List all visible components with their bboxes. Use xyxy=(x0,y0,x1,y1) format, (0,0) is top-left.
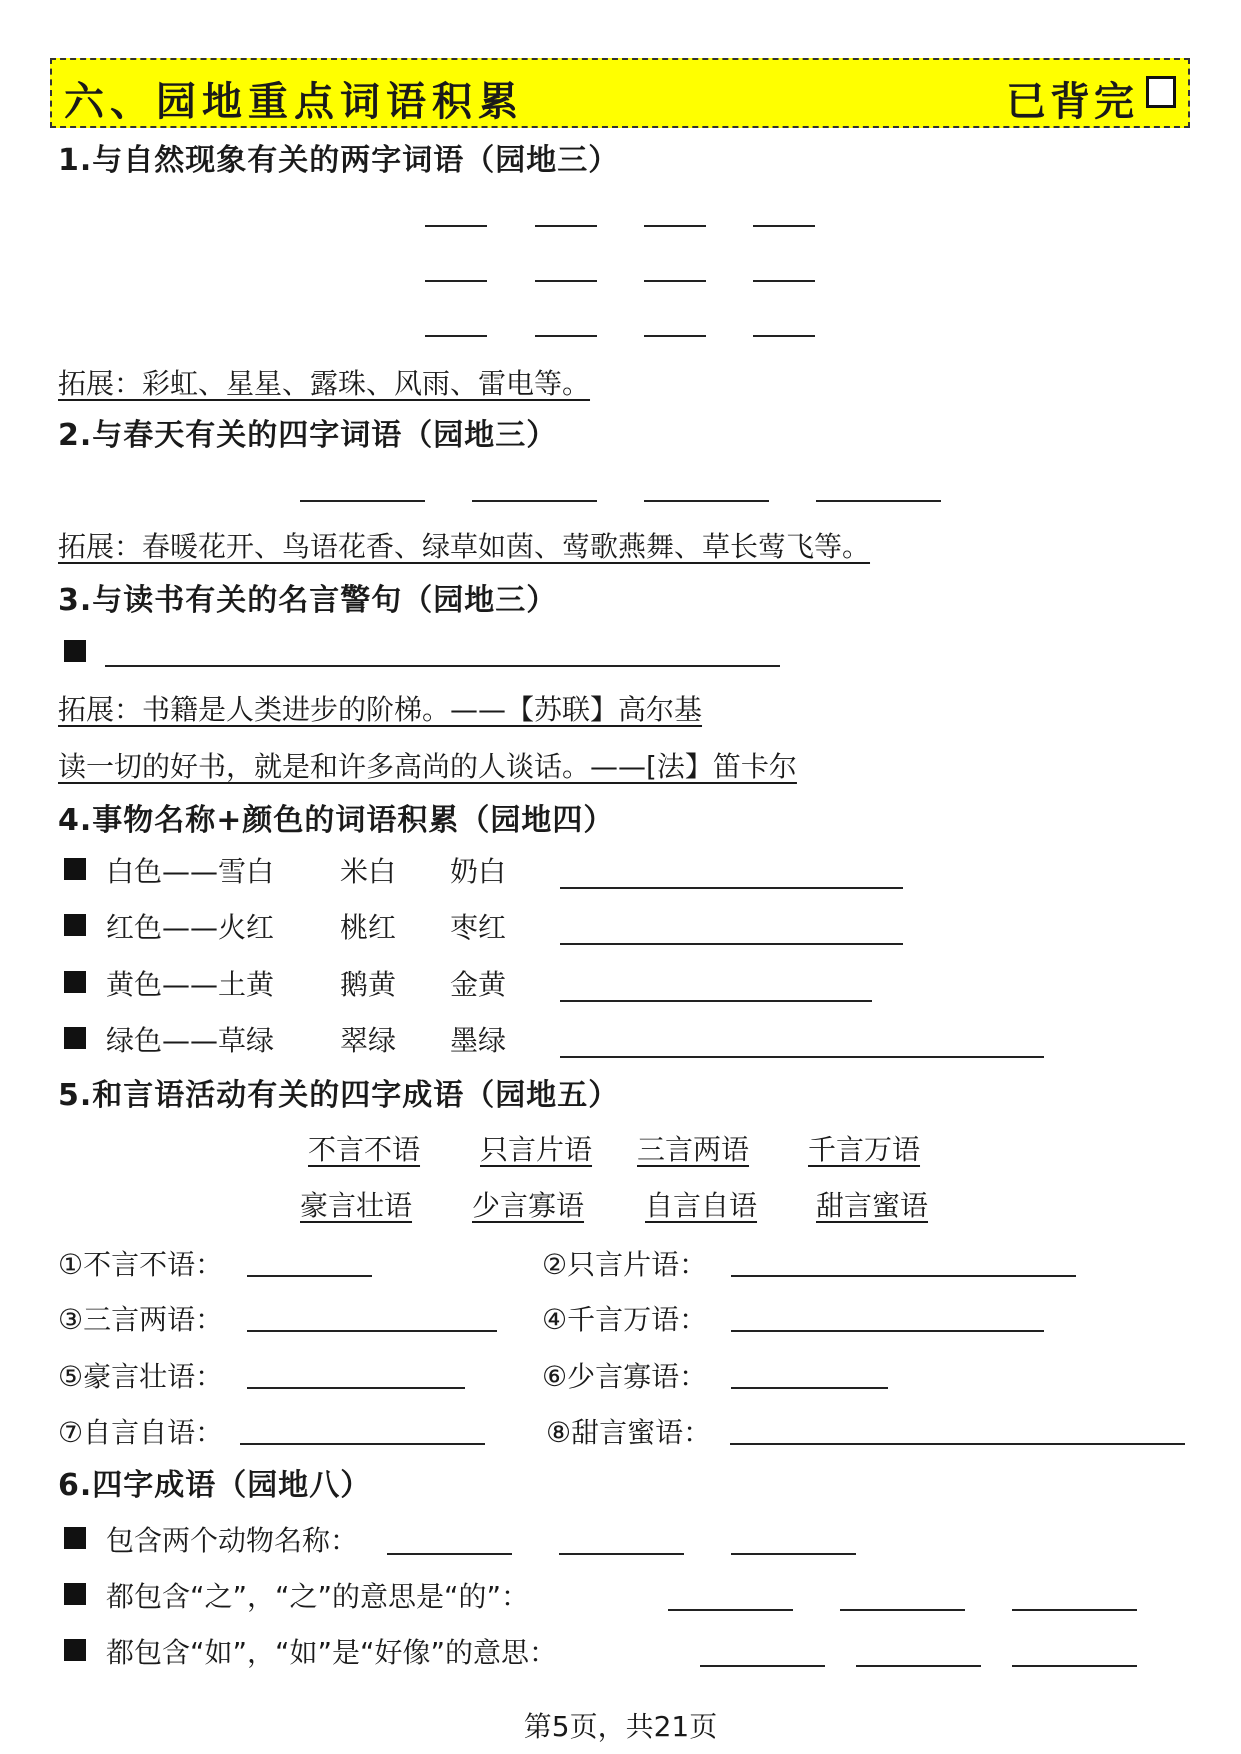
heading-3: 3.与读书有关的名言警句（园地三） xyxy=(58,583,558,618)
blank-line[interactable] xyxy=(560,1056,1044,1058)
done-checkbox[interactable] xyxy=(1146,76,1176,108)
blank-line[interactable] xyxy=(731,1275,1076,1277)
blank-line[interactable] xyxy=(105,665,780,667)
blank-line[interactable] xyxy=(731,1330,1044,1332)
color-word: 鹅黄 xyxy=(340,968,397,1001)
prompt: ⑤豪言壮语： xyxy=(58,1360,224,1393)
idiom: 不言不语 xyxy=(308,1133,421,1166)
bullet-square xyxy=(64,1027,86,1049)
idiom: 豪言壮语 xyxy=(300,1189,413,1222)
blank-line[interactable] xyxy=(425,225,487,227)
blank-line[interactable] xyxy=(731,1387,888,1389)
idiom: 少言寡语 xyxy=(472,1189,585,1222)
bullet-square xyxy=(64,971,86,993)
blank-line[interactable] xyxy=(535,225,597,227)
item-text: 都包含“如”，“如”是“好像”的意思： xyxy=(106,1636,558,1669)
blank-line[interactable] xyxy=(644,225,706,227)
blank-line[interactable] xyxy=(730,1443,1185,1445)
section-banner xyxy=(50,58,1190,128)
blank-line[interactable] xyxy=(425,335,487,337)
blank-line[interactable] xyxy=(559,1553,684,1555)
heading-5: 5.和言语活动有关的四字成语（园地五） xyxy=(58,1078,620,1113)
section-title: 六、园地重点词语积累 xyxy=(64,78,524,125)
item-text: 都包含“之”，“之”的意思是“的”： xyxy=(106,1580,530,1613)
color-word: 翠绿 xyxy=(340,1024,397,1057)
extension-text: 拓展：春暖花开、鸟语花香、绿草如茵、莺歌燕舞、草长莺飞等。 xyxy=(58,530,871,563)
blank-line[interactable] xyxy=(753,335,815,337)
color-lead: 黄色——土黄 xyxy=(106,968,275,1001)
blank-line[interactable] xyxy=(240,1443,485,1445)
blank-line[interactable] xyxy=(387,1553,512,1555)
item-text: 包含两个动物名称： xyxy=(106,1524,359,1557)
blank-line[interactable] xyxy=(1012,1609,1137,1611)
color-word: 金黄 xyxy=(450,968,507,1001)
quote-text: 读一切的好书，就是和许多高尚的人谈话。——[法】笛卡尔 xyxy=(58,750,797,783)
prompt: ④千言万语： xyxy=(542,1303,708,1336)
bullet-square xyxy=(64,1583,86,1605)
blank-line[interactable] xyxy=(560,887,903,889)
blank-line[interactable] xyxy=(644,335,706,337)
blank-line[interactable] xyxy=(247,1387,465,1389)
prompt: ③三言两语： xyxy=(58,1303,224,1336)
blank-line[interactable] xyxy=(535,335,597,337)
idiom: 自言自语 xyxy=(645,1189,758,1222)
bullet-square xyxy=(64,914,86,936)
color-word: 桃红 xyxy=(340,911,397,944)
color-lead: 绿色——草绿 xyxy=(106,1024,275,1057)
prompt: ②只言片语： xyxy=(542,1248,708,1281)
blank-line[interactable] xyxy=(731,1553,856,1555)
heading-4: 4.事物名称+颜色的词语积累（园地四） xyxy=(58,803,615,838)
blank-line[interactable] xyxy=(535,280,597,282)
prompt: ①不言不语： xyxy=(58,1248,224,1281)
idiom: 千言万语 xyxy=(808,1133,921,1166)
bullet-square xyxy=(64,1527,86,1549)
prompt: ⑧甜言蜜语： xyxy=(546,1416,712,1449)
blank-line[interactable] xyxy=(668,1609,793,1611)
blank-line[interactable] xyxy=(472,500,597,502)
page-number: 第5页，共21页 xyxy=(523,1710,718,1743)
blank-line[interactable] xyxy=(856,1665,981,1667)
blank-line[interactable] xyxy=(700,1665,825,1667)
bullet-square xyxy=(64,640,86,662)
blank-line[interactable] xyxy=(247,1275,372,1277)
blank-line[interactable] xyxy=(247,1330,497,1332)
blank-line[interactable] xyxy=(425,280,487,282)
bullet-square xyxy=(64,1639,86,1661)
color-word: 墨绿 xyxy=(450,1024,507,1057)
blank-line[interactable] xyxy=(644,280,706,282)
color-lead: 白色——雪白 xyxy=(106,855,275,888)
idiom: 只言片语 xyxy=(480,1133,593,1166)
color-word: 米白 xyxy=(340,855,397,888)
idiom: 甜言蜜语 xyxy=(816,1189,929,1222)
prompt: ⑦自言自语： xyxy=(58,1416,224,1449)
blank-line[interactable] xyxy=(1012,1665,1137,1667)
heading-1: 1.与自然现象有关的两字词语（园地三） xyxy=(58,143,620,178)
blank-line[interactable] xyxy=(753,225,815,227)
blank-line[interactable] xyxy=(840,1609,965,1611)
blank-line[interactable] xyxy=(560,943,903,945)
prompt: ⑥少言寡语： xyxy=(542,1360,708,1393)
bullet-square xyxy=(64,858,86,880)
blank-line[interactable] xyxy=(560,1000,872,1002)
idiom: 三言两语 xyxy=(637,1133,750,1166)
blank-line[interactable] xyxy=(300,500,425,502)
blank-line[interactable] xyxy=(644,500,769,502)
color-lead: 红色——火红 xyxy=(106,911,275,944)
color-word: 奶白 xyxy=(450,855,507,888)
blank-line[interactable] xyxy=(816,500,941,502)
heading-2: 2.与春天有关的四字词语（园地三） xyxy=(58,418,558,453)
extension-text: 拓展：彩虹、星星、露珠、风雨、雷电等。 xyxy=(58,367,591,400)
blank-line[interactable] xyxy=(753,280,815,282)
heading-6: 6.四字成语（园地八） xyxy=(58,1468,372,1503)
done-label: 已背完 xyxy=(1006,78,1138,125)
color-word: 枣红 xyxy=(450,911,507,944)
quote-text: 拓展：书籍是人类进步的阶梯。——【苏联】高尔基 xyxy=(58,693,703,726)
